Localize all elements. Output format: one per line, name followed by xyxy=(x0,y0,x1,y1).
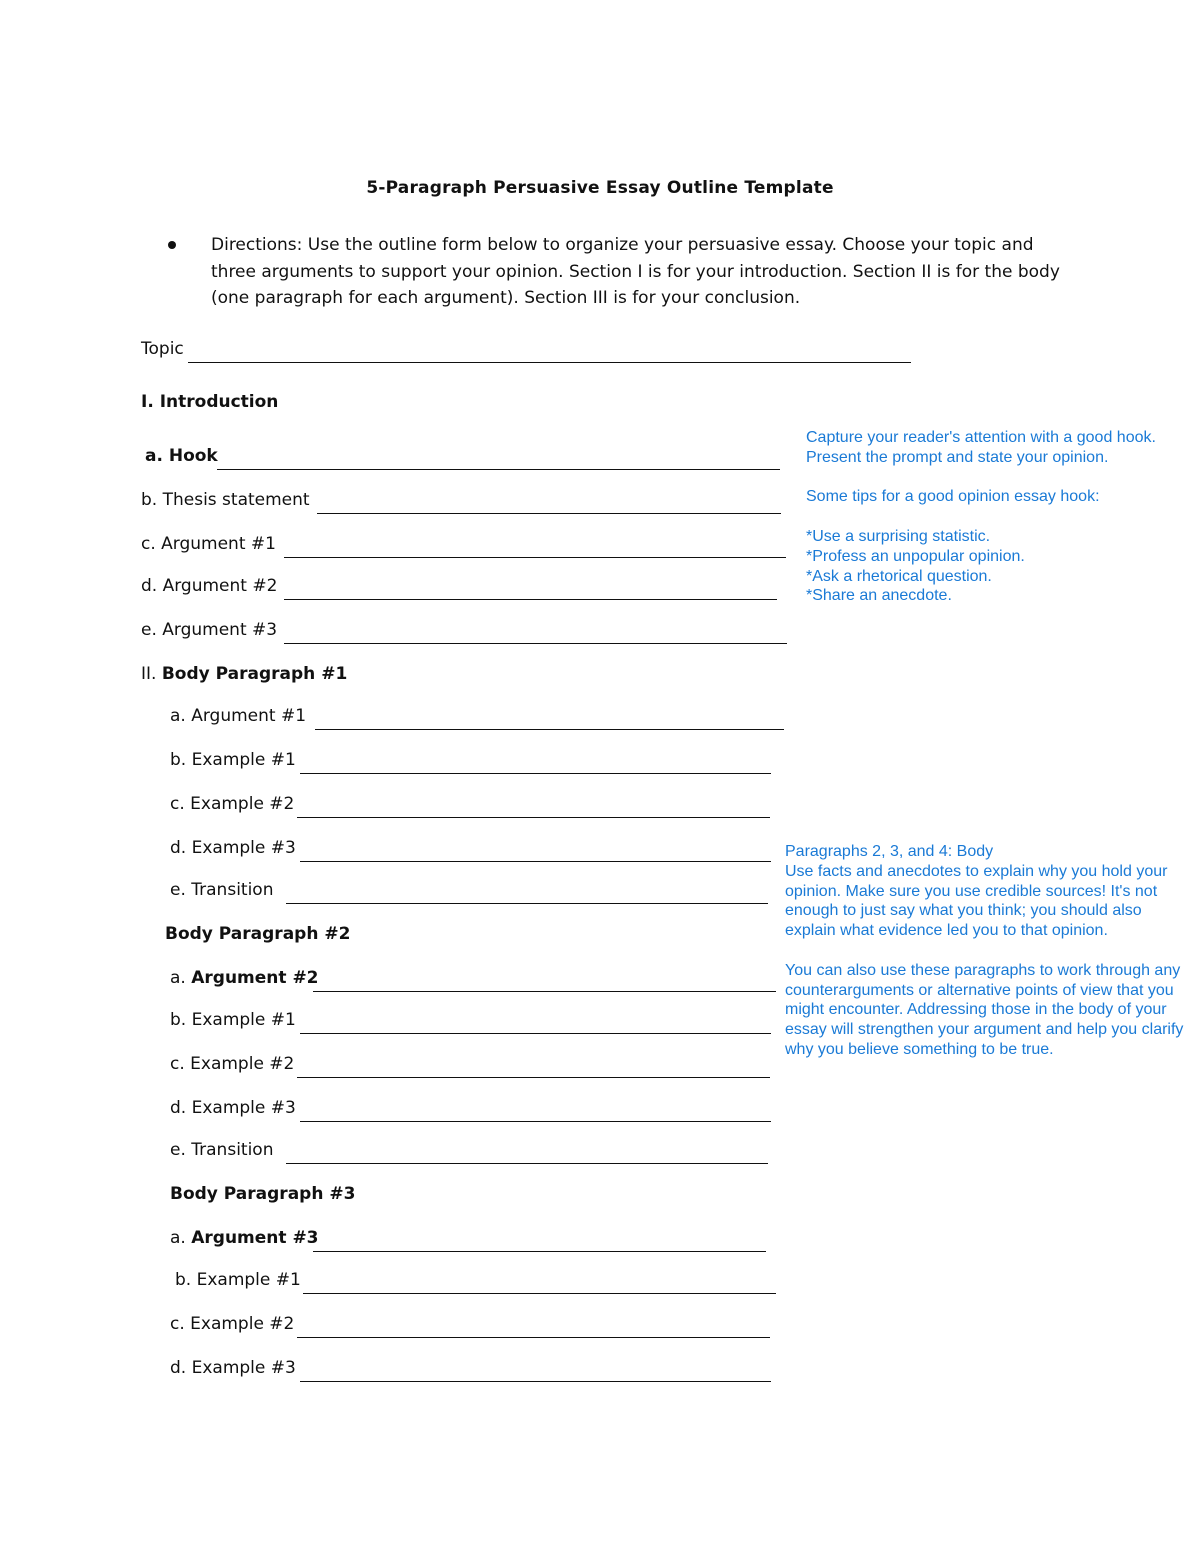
body3-ex2-blank[interactable] xyxy=(297,1337,770,1338)
body2-ex3-blank[interactable] xyxy=(300,1121,771,1122)
body1-transition-line[interactable] xyxy=(170,880,768,904)
body2-transition-blank[interactable] xyxy=(286,1163,768,1164)
body1-heading-prefix: II. xyxy=(141,664,162,684)
hook-note xyxy=(806,428,1191,606)
body1-transition-blank[interactable] xyxy=(286,903,768,904)
body3-ex1-label: b. Example #1 xyxy=(175,1270,301,1290)
hook-note-intro: Capture your reader's attention with a good hook. Present the prompt and state your opinion. xyxy=(806,429,1156,466)
body3-ex1-blank[interactable] xyxy=(303,1293,776,1294)
body-note-para1: Use facts and anecdotes to explain why you hold your opinion. Make sure you use credible sources! It's not enough to just say what you think; you should also explain what evidence led you to that opinion. xyxy=(785,862,1168,940)
body3-argument-text: Argument #3 xyxy=(191,1228,319,1248)
thesis-label: b. Thesis statement xyxy=(141,490,310,510)
body3-argument-label xyxy=(170,1228,319,1248)
body1-transition-label: e. Transition xyxy=(170,880,274,900)
body-note xyxy=(785,842,1185,1060)
body1-heading xyxy=(141,664,347,684)
hook-note-tips-title: Some tips for a good opinion essay hook: xyxy=(806,488,1100,506)
topic-blank[interactable] xyxy=(188,362,911,363)
body1-ex2-line[interactable] xyxy=(170,794,770,818)
intro-arg1-label: c. Argument #1 xyxy=(141,534,276,554)
body3-ex3-line[interactable] xyxy=(170,1358,771,1382)
thesis-blank[interactable] xyxy=(317,513,781,514)
hook-note-tip-4: *Share an anecdote. xyxy=(806,587,952,605)
intro-arg3-blank[interactable] xyxy=(284,643,787,644)
hook-line[interactable] xyxy=(145,446,780,470)
body1-ex1-label: b. Example #1 xyxy=(170,750,296,770)
body1-heading-text: Body Paragraph #1 xyxy=(161,664,348,684)
body3-ex2-line[interactable] xyxy=(170,1314,770,1338)
hook-blank[interactable] xyxy=(217,469,780,470)
body1-ex3-blank[interactable] xyxy=(300,861,771,862)
body3-ex3-label: d. Example #3 xyxy=(170,1358,296,1378)
intro-arg3-line[interactable] xyxy=(141,620,787,644)
body2-ex2-line[interactable] xyxy=(170,1054,770,1078)
body1-ex1-line[interactable] xyxy=(170,750,771,774)
body2-ex2-blank[interactable] xyxy=(297,1077,770,1078)
intro-arg2-line[interactable] xyxy=(141,576,777,600)
directions-text: Directions: Use the outline form below to organize your persuasive essay. Choose your topic and three arguments to support your opinion. Section I is for your introduction. Section II is for the body (one paragraph for each argument). Section III is for your conclusion. xyxy=(211,235,1060,308)
bullet-icon xyxy=(168,241,176,249)
body2-heading: Body Paragraph #2 xyxy=(165,924,351,944)
body2-ex3-label: d. Example #3 xyxy=(170,1098,296,1118)
intro-arg2-blank[interactable] xyxy=(284,599,777,600)
body2-argument-prefix: a. xyxy=(170,968,192,988)
page-title: 5-Paragraph Persuasive Essay Outline Template xyxy=(366,178,834,198)
body3-ex1-line[interactable] xyxy=(175,1270,776,1294)
body3-argument-line[interactable] xyxy=(170,1228,766,1252)
hook-note-tip-2: *Profess an unpopular opinion. xyxy=(806,547,1025,565)
body2-ex1-line[interactable] xyxy=(170,1010,771,1034)
hook-note-tip-3: *Ask a rhetorical question. xyxy=(806,567,992,585)
body2-ex3-line[interactable] xyxy=(170,1098,771,1122)
body1-ex2-label: c. Example #2 xyxy=(170,794,295,814)
body3-argument-blank[interactable] xyxy=(313,1251,766,1252)
body2-transition-line[interactable] xyxy=(170,1140,768,1164)
body-note-title: Paragraphs 2, 3, and 4: Body xyxy=(785,843,994,860)
body2-argument-label xyxy=(170,968,319,988)
intro-arg1-blank[interactable] xyxy=(284,557,786,558)
body1-argument-line[interactable] xyxy=(170,706,784,730)
intro-heading: I. Introduction xyxy=(141,392,279,412)
topic-label: Topic xyxy=(141,339,184,359)
thesis-line[interactable] xyxy=(141,490,781,514)
intro-arg1-line[interactable] xyxy=(141,534,786,558)
body2-ex2-label: c. Example #2 xyxy=(170,1054,295,1074)
body3-heading: Body Paragraph #3 xyxy=(170,1184,356,1204)
hook-label: a. Hook xyxy=(145,446,218,466)
body2-argument-blank[interactable] xyxy=(313,991,776,992)
body2-transition-label: e. Transition xyxy=(170,1140,274,1160)
body3-ex2-label: c. Example #2 xyxy=(170,1314,295,1334)
body-note-para2: You can also use these paragraphs to work through any counterarguments or alternative points of view that you might encounter. Addressing those in the body of your essay will strengthen your argument and help you clarify why you believe something to be true. xyxy=(785,961,1184,1058)
body2-ex1-label: b. Example #1 xyxy=(170,1010,296,1030)
body1-ex3-line[interactable] xyxy=(170,838,771,862)
body3-argument-prefix: a. xyxy=(170,1228,192,1248)
body3-ex3-blank[interactable] xyxy=(300,1381,771,1382)
body1-argument-blank[interactable] xyxy=(315,729,784,730)
body2-ex1-blank[interactable] xyxy=(300,1033,771,1034)
intro-arg2-label: d. Argument #2 xyxy=(141,576,278,596)
body1-ex1-blank[interactable] xyxy=(300,773,771,774)
body1-argument-label: a. Argument #1 xyxy=(170,706,307,726)
body2-argument-line[interactable] xyxy=(170,968,776,992)
body1-ex2-blank[interactable] xyxy=(297,817,770,818)
hook-note-tip-1: *Use a surprising statistic. xyxy=(806,527,991,545)
intro-arg3-label: e. Argument #3 xyxy=(141,620,278,640)
body2-argument-text: Argument #2 xyxy=(191,968,319,988)
body1-ex3-label: d. Example #3 xyxy=(170,838,296,858)
topic-line[interactable] xyxy=(141,339,911,363)
